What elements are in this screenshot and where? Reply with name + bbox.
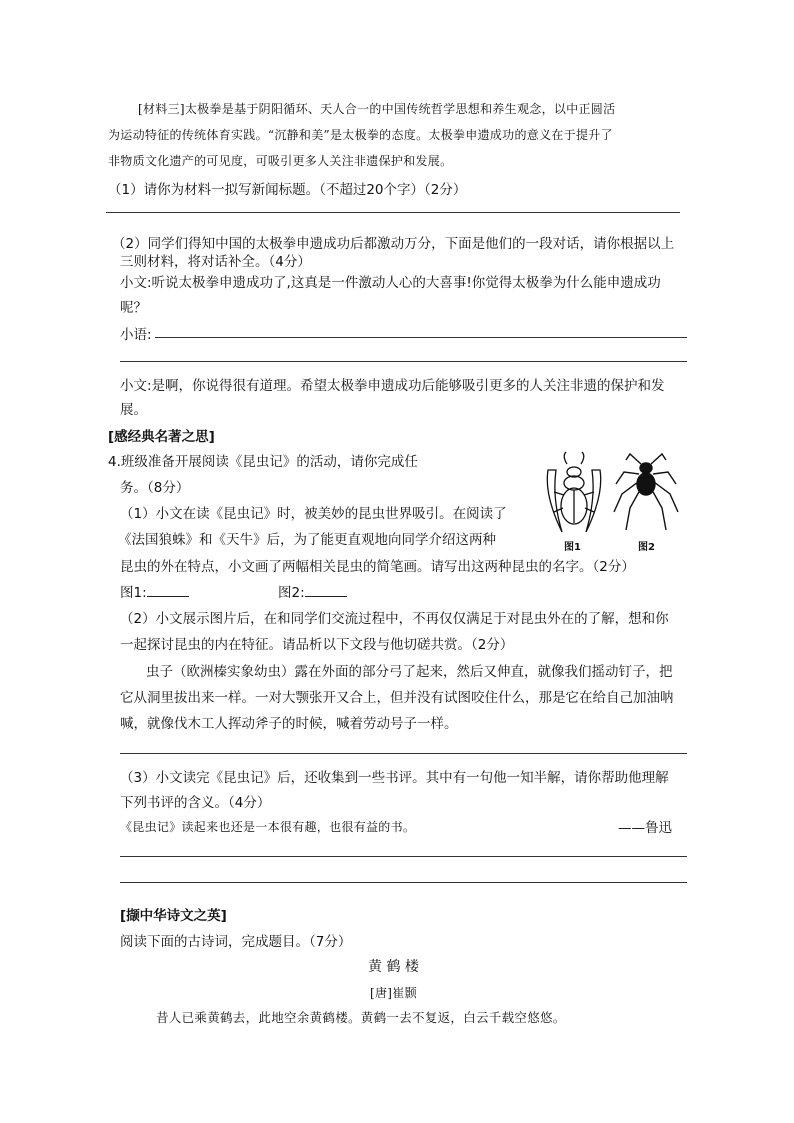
q4-sub1-line1: （1）小文在读《昆虫记》时，被美妙的昆虫世界吸引。在阅读了 xyxy=(120,506,507,522)
poem-intro: 阅读下面的古诗词，完成题目。（7分） xyxy=(120,934,352,950)
question-2-line2: 三则材料，将对话补全。（4分） xyxy=(120,254,311,270)
book-review-quote: 《昆虫记》读起来也还是一本很有趣，也很有益的书。 xyxy=(120,820,416,834)
section-heading-classics: [感经典名著之思] xyxy=(108,429,215,445)
q4-sub3-line1: （3）小文读完《昆虫记》后，还收集到一些书评。其中有一句他一知半解，请你帮助他理解 xyxy=(120,770,669,786)
poem-author: [唐]崔颢 xyxy=(370,986,417,1000)
fig2-label: 图2: xyxy=(278,585,305,601)
answer-line-sub3-1[interactable] xyxy=(120,856,687,857)
answer-line-sub2[interactable] xyxy=(120,753,687,754)
dialogue-xiaowen-2b: 展。 xyxy=(120,402,147,418)
fig1-answer xyxy=(120,581,189,601)
section-heading-poetry: [撷中华诗文之英] xyxy=(120,908,227,924)
figure-1-caption: 图1 xyxy=(564,542,581,553)
q4-sub2-line1: （2）小文展示图片后，在和同学们交流过程中，不再仅仅满足于对昆虫外在的了解，想和你 xyxy=(120,611,669,627)
q4-sub2-line2: 一起探讨昆虫的内在特征。请品析以下文段与他切磋共赏。（2分） xyxy=(120,637,514,653)
book-review-author: ——鲁迅 xyxy=(618,820,672,836)
passage-line1: 虫子（欧洲榛实象幼虫）露在外面的部分弓了起来，然后又伸直，就像我们摇动钉子，把 xyxy=(146,664,673,680)
material3-line1: [材料三]太极拳是基于阴阳循环、天人合一的中国传统哲学思想和养生观念，以中正圆活 xyxy=(138,102,616,116)
passage-line3: 喊，就像伐木工人挥动斧子的时候，喊着劳动号子一样。 xyxy=(120,716,458,732)
question-1: （1）请你为材料一拟写新闻标题。（不超过20个字）（2分） xyxy=(108,182,467,198)
dialogue-xiaowen-1b: 呢？ xyxy=(120,300,147,316)
insect-figures xyxy=(542,450,682,555)
fig1-blank[interactable] xyxy=(147,584,189,597)
question-4-line2: 务。（8分） xyxy=(120,480,190,496)
insect-drawings xyxy=(542,450,682,555)
answer-line-q1[interactable] xyxy=(106,212,680,213)
fig2-blank[interactable] xyxy=(305,584,347,597)
q4-sub1-line3: 昆虫的外在特点，小文画了两幅相关昆虫的简笔画。请写出这两种昆虫的名字。（2分） xyxy=(120,559,635,575)
dialogue-xiaoyu-label: 小语: xyxy=(120,327,152,343)
q4-sub3-line2: 下列书评的含义。（4分） xyxy=(120,795,271,811)
poem-line: 昔人已乘黄鹤去，此地空余黄鹤楼。黄鹤一去不复返，白云千载空悠悠。 xyxy=(156,1010,566,1025)
passage-line2: 它从洞里拔出来一样。一对大颚张开又合上，但并没有试图咬住什么，那是它在给自己加油呐 xyxy=(120,690,674,706)
answer-line-sub3-2[interactable] xyxy=(120,882,687,883)
figure-2-caption: 图2 xyxy=(638,542,655,553)
answer-line-xiaoyu[interactable] xyxy=(155,337,687,338)
q4-sub1-line2: 《法国狼蛛》和《天牛》后，为了能更直观地向同学介绍这两种 xyxy=(118,532,496,548)
poem-title: 黄 鹤 楼 xyxy=(368,959,419,975)
material3-line2: 为运动特征的传统体育实践。“沉静和美”是太极拳的态度。太极拳申遗成功的意义在于提升了 xyxy=(108,128,613,142)
dialogue-xiaowen-2a: 小文:是啊，你说得很有道理。希望太极拳申遗成功后能够吸引更多的人关注非遗的保护和发 xyxy=(120,378,665,394)
dialogue-xiaowen-1a: 小文:听说太极拳申遗成功了,这真是一件激动人心的大喜事!你觉得太极拳为什么能申遗成功 xyxy=(120,275,661,291)
question-4-line1: 4.班级准备开展阅读《昆虫记》的活动，请你完成任 xyxy=(108,454,418,470)
beetle-icon xyxy=(547,452,600,532)
fig1-label: 图1: xyxy=(120,585,147,601)
question-2-line1: （2）同学们得知中国的太极拳申遗成功后都激动万分，下面是他们的一段对话，请你根据以上 xyxy=(112,236,675,252)
spider-icon xyxy=(614,454,678,530)
fig2-answer xyxy=(278,581,347,601)
material3-line3: 非物质文化遗产的可见度，可吸引更多人关注非遗保护和发展。 xyxy=(108,154,453,168)
answer-line-xiaoyu-2[interactable] xyxy=(120,361,687,362)
